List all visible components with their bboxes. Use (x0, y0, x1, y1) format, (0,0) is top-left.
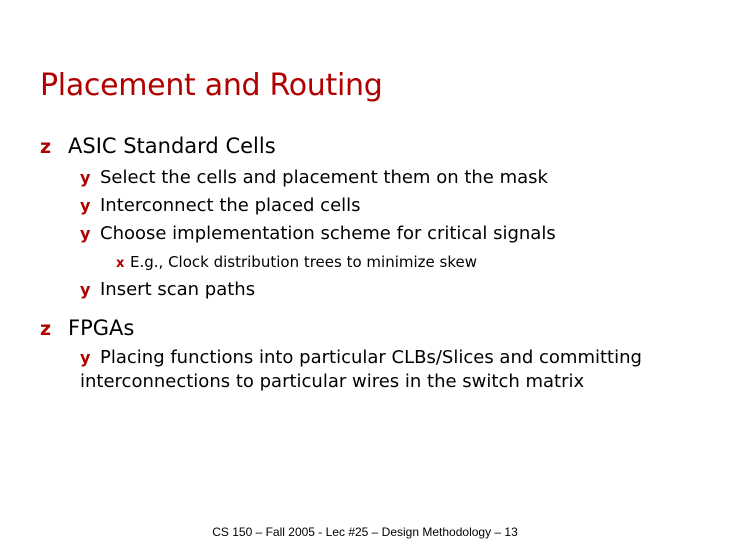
sub-bullet-text: Interconnect the placed cells (100, 195, 361, 216)
slide-title: Placement and Routing (40, 68, 383, 103)
sub-bullet-glyph-icon: y (80, 280, 91, 299)
sub-bullet-interconnect (80, 194, 361, 218)
subsub-bullet-glyph-icon: x (116, 256, 125, 271)
sub-bullet-select (80, 166, 548, 190)
sub-bullet-placing (80, 346, 680, 394)
sub-bullet-glyph-icon: y (80, 168, 91, 187)
subsub-bullet-clock (116, 252, 477, 274)
sub-bullet-text: Placing functions into particular CLBs/Slices and committing interconnections to particular wires in the switch matrix (80, 347, 642, 392)
sub-bullet-glyph-icon: y (80, 348, 91, 367)
sub-bullet-scan (80, 278, 255, 302)
bullet-glyph-icon: z (40, 136, 52, 158)
sub-bullet-text: Insert scan paths (100, 279, 256, 300)
sub-bullet-glyph-icon: y (80, 196, 91, 215)
bullet-text: ASIC Standard Cells (68, 134, 276, 158)
slide-footer: CS 150 – Fall 2005 - Lec #25 – Design Methodology – 13 (212, 525, 518, 539)
bullet-text: FPGAs (68, 316, 135, 340)
sub-bullet-choose (80, 222, 556, 246)
sub-bullet-text: Select the cells and placement them on the mask (100, 167, 548, 188)
sub-bullet-text: Choose implementation scheme for critical signals (100, 223, 556, 244)
subsub-bullet-text: E.g., Clock distribution trees to minimize skew (130, 253, 477, 271)
bullet-glyph-icon: z (40, 318, 52, 340)
bullet-fpga (40, 314, 134, 343)
bullet-asic (40, 132, 276, 161)
sub-bullet-glyph-icon: y (80, 224, 91, 243)
